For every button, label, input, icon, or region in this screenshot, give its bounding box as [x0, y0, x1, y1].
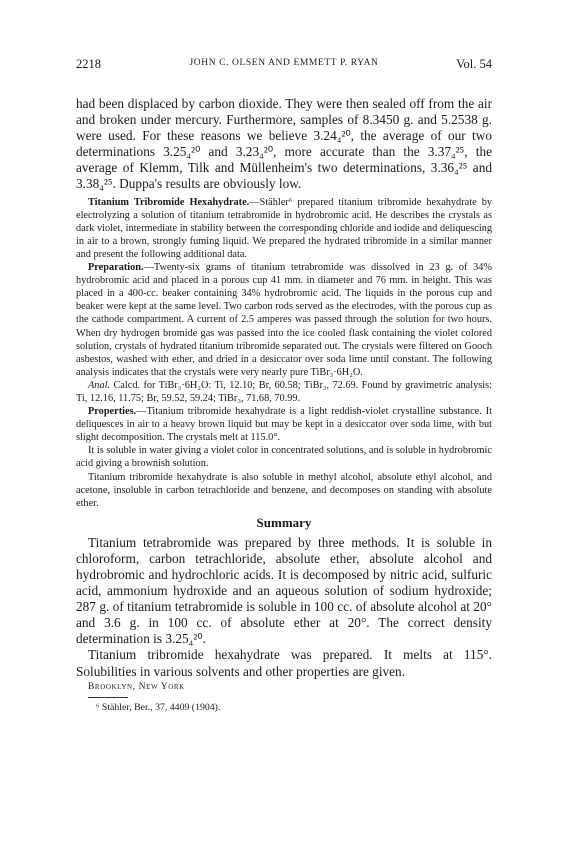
paragraph-tribromide-hexahydrate: [76, 196, 492, 261]
paragraph-solvent-solubility: Titanium tribromide hexahydrate is also soluble in methyl alcohol, absolute ethyl alcohol, and acetone, insoluble in carbon tetrachloride and benzene, and decomposes on standing with absolute ether.: [76, 471, 492, 509]
paragraph-analysis: [76, 379, 492, 405]
paragraph-text: —Twenty-six grams of titanium tetrabromide was dissolved in 23 g. of 34% hydrobromic acid and placed in a porous cup 41 mm. in diameter and 76 mm. in height. This was placed in a 400-cc. beaker containing 34% hydrobromic acid. The liquids in the porous cup and beaker were kept at the same level. Two carbon rods served as the electrodes, with the porous cup as the cathode compartment. A current of 2.5 amperes was passed through the solution for two hours. When dry hydrogen bromide gas was passed into the ice cooled flask containing the violet colored solution, crystals of hydrated titanium tribromide separated out. The crystals were filtered on Gooch asbestos, washed with ether, and dried in a desiccator over soda lime until constant. The following analysis indicates that the crystals were very nearly pure TiBr₃·6H₂O.: [76, 262, 492, 378]
summary-paragraph-tetrabromide: Titanium tetrabromide was prepared by three methods. It is soluble in chloroform, carbon tetrachloride, absolute ether, absolute alcohol and hydrobromic and hydrochloric acids. It is decomposed by nitric acid, sulfuric acid, ammonium hydroxide and an aqueous solution of sodium hydroxide; 287 g. of titanium tetrabromide is soluble in 100 cc. of absolute alcohol at 20° and 3.6 g. in 100 cc. of absolute ether at 20°. The correct density determination is 3.25₄²⁰.: [76, 534, 492, 647]
running-head-authors: JOHN C. OLSEN AND EMMETT P. RYAN: [189, 58, 379, 68]
page-number: 2218: [76, 57, 101, 71]
paragraph-text: —Titanium tribromide hexahydrate is a light reddish-violet crystalline substance. It deliquesces in air to a heavy brown liquid but may be kept in a desiccator over soda lime, with but slight decomposition. The crystals melt at 115.0°.: [76, 406, 492, 444]
paragraph-text: —Stähler⁶ prepared titanium tribromide hexahydrate by electrolyzing a solution of titanium tetrabromide in hydrobromic acid. He describes the crystals as dark violet, intermediate in stability between the corresponding chloride and iodide and deliquescing in air to a brown, strongly fuming liquid. We prepared the hydrated tribromide in a similar manner and present the following additional data.: [76, 196, 492, 260]
summary-paragraph-tribromide: Titanium tribromide hexahydrate was prepared. It melts at 115°. Solubilities in various solvents and other properties are given.: [76, 647, 492, 679]
paragraph-water-solubility: It is soluble in water giving a violet color in concentrated solutions, and is soluble in hydrobromic acid giving a brownish solution.: [76, 445, 492, 470]
section-heading-properties: Properties.: [88, 406, 137, 418]
footnote-rule: [88, 697, 128, 698]
paragraph-preparation: [76, 261, 492, 379]
volume-number: Vol. 54: [456, 57, 492, 71]
paragraph-density-discussion: had been displaced by carbon dioxide. They were then sealed off from the air and broken under mercury. Furthermore, samples of 8.3450 g. and 5.2538 g. were used. For these reasons we believe 3.24₄²⁰, the average of our two determinations 3.25₄²⁰ and 3.23₄²⁰, more accurate than the 3.37₄²⁵, the average of Klemm, Tilk and Müllenheim's two determinations, 3.36₄²⁵ and 3.38₄²⁵. Duppa's results are obviously low.: [76, 96, 492, 192]
footnote: ⁶ Stähler, Ber., 37, 4409 (1904).: [96, 701, 221, 713]
running-header: [76, 57, 492, 75]
analysis-label: Anal.: [88, 379, 111, 391]
section-heading-preparation: Preparation.: [88, 262, 144, 274]
paragraph-properties: [76, 405, 492, 444]
summary-heading: Summary: [256, 514, 312, 530]
page-body: [76, 96, 492, 713]
section-heading-tribromide-hexahydrate: Titanium Tribromide Hexahydrate.: [88, 196, 250, 208]
paragraph-text: Calcd. for TiBr₃·6H₂O: Ti, 12.10; Br, 60.58; TiBr₃, 72.69. Found by gravimetric analysis: Ti, 12.16, 11.75; Br, 59.52, 59.24; TiBr₃, 71.68, 70.99.: [76, 379, 492, 404]
author-location: Brooklyn, New York: [88, 681, 185, 692]
